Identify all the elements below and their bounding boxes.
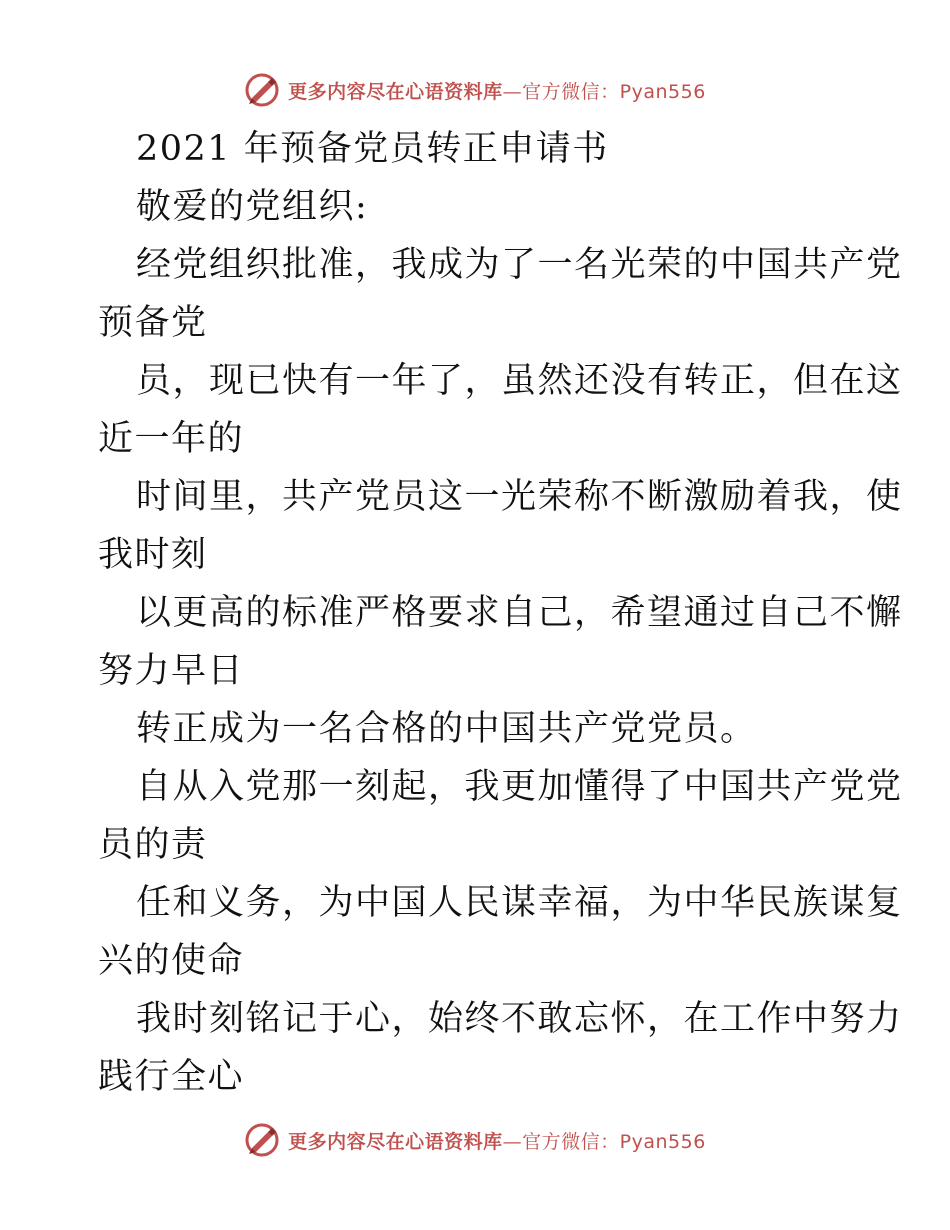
document-line: 以更高的标准严格要求自己，希望通过自己不懈 bbox=[136, 593, 903, 633]
document-title: 2021 年预备党员转正申请书 bbox=[136, 129, 609, 169]
document-lines bbox=[98, 178, 903, 1106]
document-line: 转正成为一名合格的中国共产党党员。 bbox=[136, 709, 757, 749]
document-line: 员，现已快有一年了，虽然还没有转正，但在这 bbox=[136, 361, 903, 401]
document-line: 任和义务，为中国人民谋幸福，为中华民族谋复 bbox=[136, 883, 903, 923]
banner-dash: — bbox=[502, 80, 523, 103]
banner-text bbox=[288, 77, 706, 104]
document-line: 自从入党那一刻起，我更加懂得了中国共产党党 bbox=[136, 767, 903, 807]
document-line: 员的责 bbox=[98, 825, 208, 865]
banner-slogan: 更多内容尽在心语资料库 bbox=[288, 80, 503, 103]
pen-logo-icon bbox=[244, 1122, 280, 1158]
banner-dash: — bbox=[502, 1130, 523, 1153]
document-line: 努力早日 bbox=[98, 651, 245, 691]
banner-text bbox=[288, 1127, 706, 1154]
document-line: 践行全心 bbox=[98, 1057, 245, 1097]
document-line: 我时刻铭记于心，始终不敢忘怀，在工作中努力 bbox=[136, 999, 903, 1039]
banner-slogan: 更多内容尽在心语资料库 bbox=[288, 1130, 503, 1153]
document-line: 兴的使命 bbox=[98, 941, 245, 981]
document-body bbox=[98, 120, 903, 1106]
footer-banner bbox=[0, 1118, 950, 1162]
document-line: 我时刻 bbox=[98, 535, 208, 575]
header-banner bbox=[0, 68, 950, 112]
document-line: 时间里，共产党员这一光荣称不断激励着我，使 bbox=[136, 477, 903, 517]
pen-logo-icon bbox=[244, 72, 280, 108]
document-line: 经党组织批准，我成为了一名光荣的中国共产党 bbox=[136, 245, 903, 285]
document-line: 近一年的 bbox=[98, 419, 245, 459]
banner-wechat: 官方微信：Pyan556 bbox=[522, 80, 706, 103]
document-line: 敬爱的党组织: bbox=[136, 187, 369, 227]
document-line: 预备党 bbox=[98, 303, 208, 343]
banner-wechat: 官方微信：Pyan556 bbox=[522, 1130, 706, 1153]
